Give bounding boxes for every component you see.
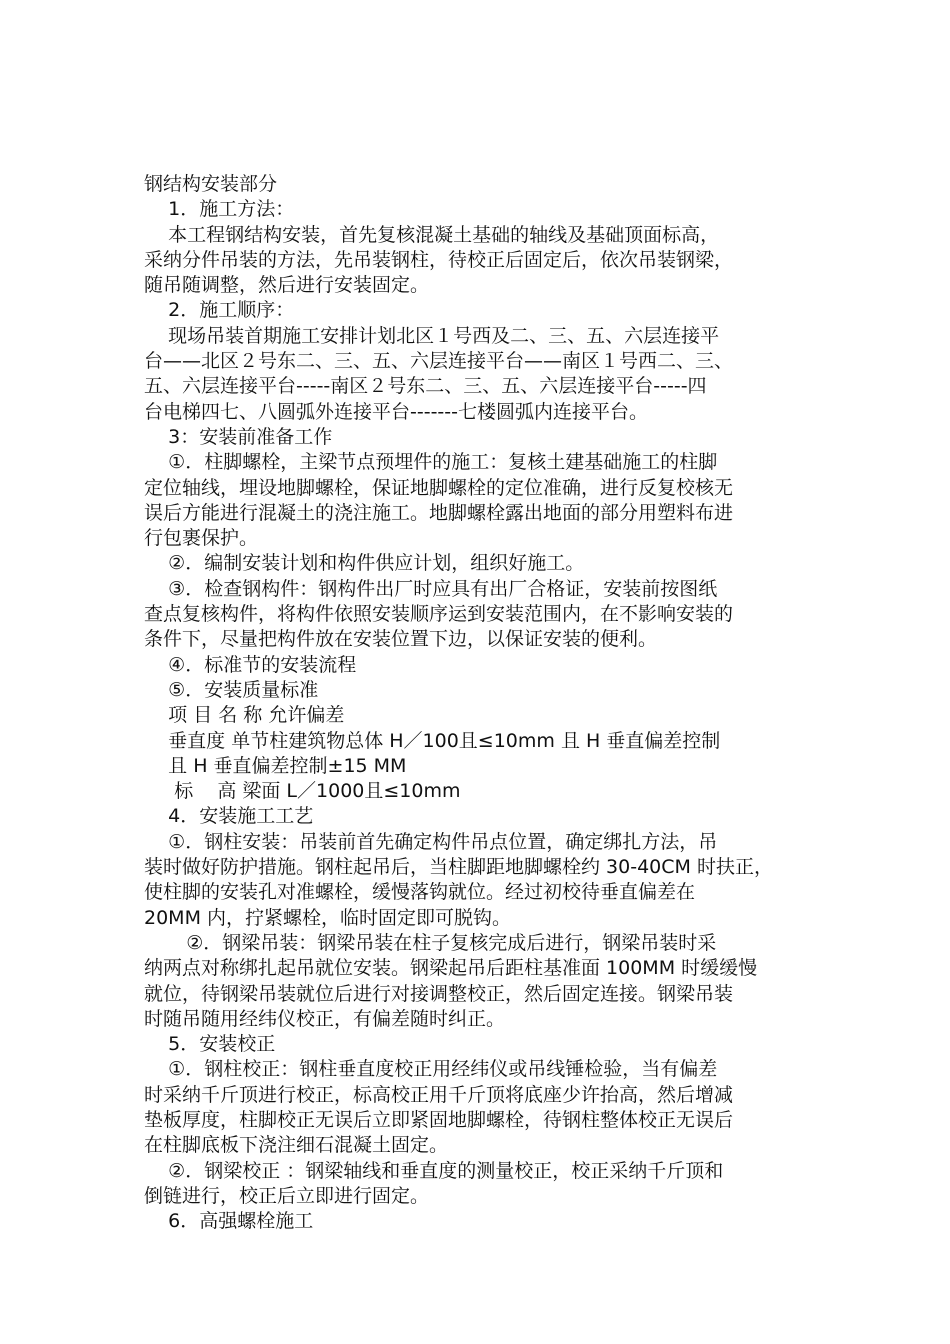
paragraph-line: ②．钢梁校正 ：钢梁轴线和垂直度的测量校正，校正采纳千斤顶和 — [144, 1159, 724, 1182]
paragraph-line: 台电梯四七、八圆弧外连接平台-------七楼圆弧内连接平台。 — [144, 400, 648, 423]
document-body — [144, 172, 844, 1234]
paragraph-line: 倒链进行，校正后立即进行固定。 — [144, 1184, 430, 1207]
paragraph-line: 20MM 内，拧紧螺栓，临时固定即可脱钩。 — [144, 906, 512, 929]
heading-5: 5．安装校正 — [144, 1033, 276, 1056]
paragraph-line: 误后方能进行混凝土的浇注施工。地脚螺栓露出地面的部分用塑料布进 — [144, 501, 734, 524]
paragraph-line: 现场吊装首期施工安排计划北区１号西及二、三、五、六层连接平 — [144, 324, 720, 347]
paragraph-line: 台——北区２号东二、三、五、六层连接平台——南区１号西二、三、 — [144, 350, 734, 373]
quality-table-row: 标 高 梁面 L／1000且≤10mm — [144, 780, 461, 803]
heading-3: 3：安装前准备工作 — [144, 425, 333, 448]
paragraph-line: 五、六层连接平台-----南区２号东二、三、五、六层连接平台-----四 — [144, 375, 707, 398]
paragraph-line: ①．钢柱校正：钢柱垂直度校正用经纬仪或吊线锤检验，当有偏差 — [144, 1058, 718, 1081]
heading-2: 2．施工顺序： — [144, 299, 295, 322]
paragraph-line: ②．编制安装计划和构件供应计划，组织好施工。 — [144, 552, 585, 575]
paragraph-line: 装时做好防护措施。钢柱起吊后，当柱脚距地脚螺栓约 30-40CM 时扶正， — [144, 856, 773, 879]
paragraph-line: ⑤．安装质量标准 — [144, 678, 319, 701]
quality-table-row: 垂直度 单节柱建筑物总体 H／100且≤10mm 且 H 垂直偏差控制 — [144, 729, 721, 752]
paragraph-line: 本工程钢结构安装，首先复核混凝土基础的轴线及基础顶面标高， — [144, 223, 720, 246]
paragraph-line: ①．柱脚螺栓，主梁节点预埋件的施工：复核土建基础施工的柱脚 — [144, 451, 718, 474]
section-title: 钢结构安装部分 — [144, 173, 278, 195]
paragraph-line: 定位轴线，埋设地脚螺栓，保证地脚螺栓的定位准确，进行反复校核无 — [144, 476, 734, 499]
paragraph-line: 使柱脚的安装孔对准螺栓，缓慢落钩就位。经过初校待垂直偏差在 — [144, 881, 696, 904]
paragraph-line: ④．标准节的安装流程 — [144, 653, 357, 676]
heading-1: 1．施工方法： — [144, 198, 295, 221]
paragraph-line: 就位，待钢梁吊装就位后进行对接调整校正，然后固定连接。钢梁吊装 — [144, 982, 734, 1005]
paragraph-line: 条件下，尽量把构件放在安装位置下边，以保证安装的便利。 — [144, 628, 658, 651]
paragraph-line: 采纳分件吊装的方法，先吊装钢柱，待校正后固定后，依次吊装钢梁， — [144, 248, 734, 271]
paragraph-line: 时采纳千斤顶进行校正，标高校正用千斤顶将底座少许抬高，然后增减 — [144, 1083, 734, 1106]
paragraph-line: ③．检查钢构件：钢构件出厂时应具有出厂合格证，安装前按图纸 — [144, 577, 718, 600]
paragraph-line: 纳两点对称绑扎起吊就位安装。钢梁起吊后距柱基准面 100MM 时缓缓慢 — [144, 957, 758, 980]
paragraph-line: ①．钢柱安装：吊装前首先确定构件吊点位置，确定绑扎方法，吊 — [144, 830, 718, 853]
paragraph-line: ②．钢梁吊装：钢梁吊装在柱子复核完成后进行，钢梁吊装时采 — [144, 931, 717, 954]
quality-table-header: 项 目 名 称 允许偏差 — [144, 704, 345, 727]
quality-table-row: 且 H 垂直偏差控制±15 MM — [144, 754, 407, 777]
paragraph-line: 时随吊随用经纬仪校正，有偏差随时纠正。 — [144, 1007, 506, 1030]
heading-4: 4．安装施工工艺 — [144, 805, 314, 828]
paragraph-line: 查点复核构件，将构件依照安装顺序运到安装范围内，在不影响安装的 — [144, 603, 734, 626]
paragraph-line: 行包裹保护。 — [144, 527, 259, 550]
paragraph-line: 在柱脚底板下浇注细石混凝土固定。 — [144, 1134, 449, 1157]
paragraph-line: 随吊随调整，然后进行安装固定。 — [144, 274, 430, 297]
paragraph-line: 垫板厚度，柱脚校正无误后立即紧固地脚螺栓，待钢柱整体校正无误后 — [144, 1108, 734, 1131]
heading-6: 6．高强螺栓施工 — [144, 1210, 314, 1233]
